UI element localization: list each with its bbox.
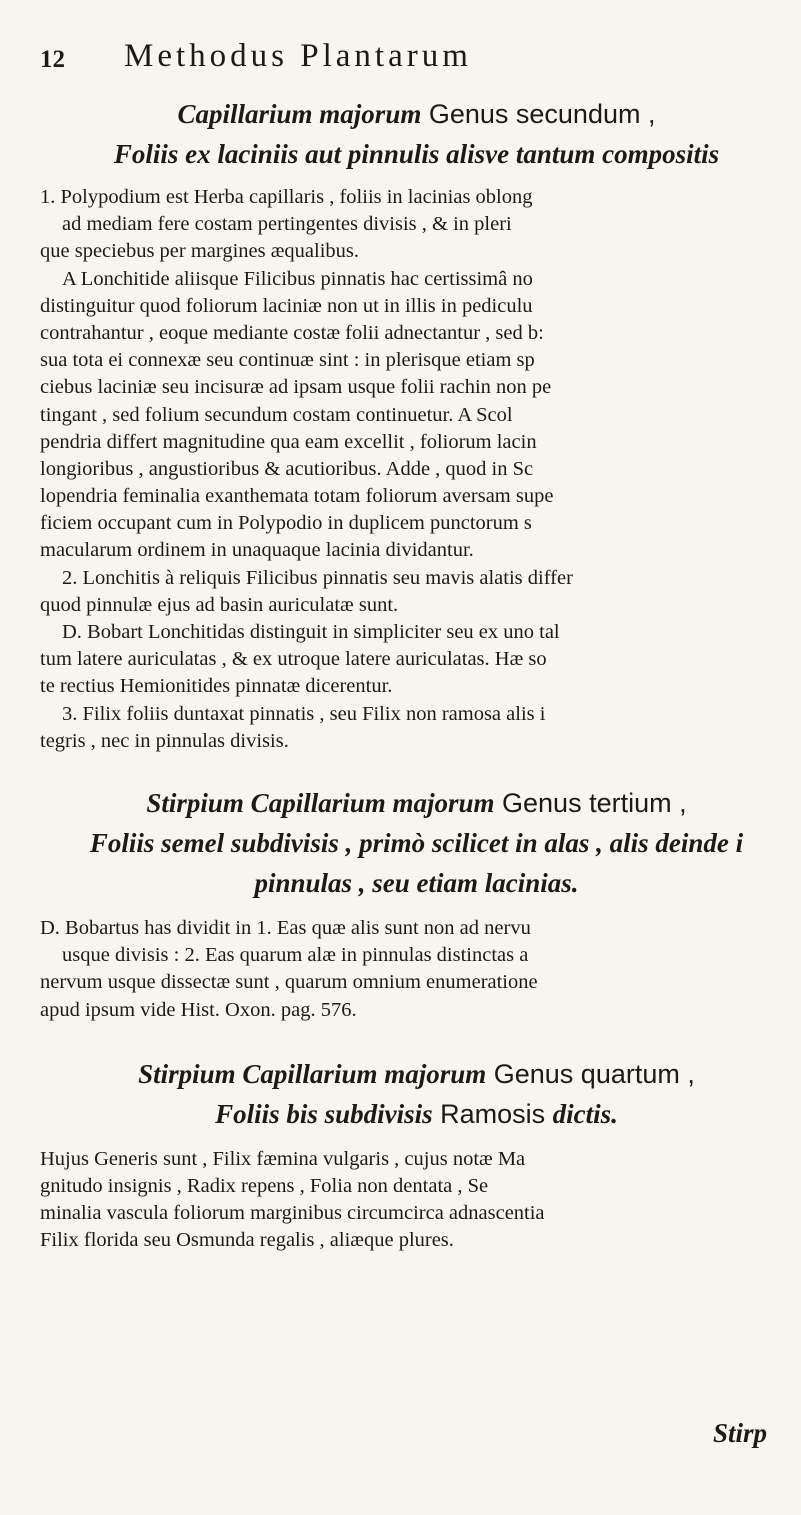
heading-italic: pinnulas , seu etiam lacinias. [254,867,579,898]
paragraph-genus-tertium [40,915,793,1024]
section-subheading-genus-quartum [40,1094,793,1134]
text-line: apud ipsum vide Hist. Oxon. pag. 576. [40,998,357,1021]
text-line: 3. Filix foliis duntaxat pinnatis , seu Filix non ramosa alis i [62,702,546,725]
text-line: tegris , nec in pinnulas divisis. [40,729,289,752]
heading-italic: dictis. [552,1098,618,1129]
text-line: te rectius Hemionitides pinnatæ dicerentur. [40,675,393,698]
heading-roman: Genus quartum , [486,1058,695,1089]
text-line: D. Bobartus has dividit in 1. Eas quæ alis sunt non ad nervu [40,916,531,939]
heading-italic: Foliis semel subdivisis , primò scilicet in alas , alis deinde i [89,827,744,858]
section-heading-genus-quartum [40,1054,793,1094]
text-line: usque divisis : 2. Eas quarum alæ in pinnulas distinctas a [62,944,529,967]
text-line: A Lonchitide aliisque Filicibus pinnatis hac certissimâ no [62,267,533,290]
section-heading-genus-tertium [40,783,793,823]
heading-roman: Genus secundum , [421,99,656,129]
page-number: 12 [40,46,65,73]
section-subheading-genus-secundum [40,134,793,174]
text-line: D. Bobart Lonchitidas distinguit in simpliciter seu ex uno tal [62,621,560,643]
text-line: distinguitur quod foliorum laciniæ non ut in illis in pediculu [40,294,533,317]
text-line: tingant , sed folium secundum costam continuetur. A Scol [40,403,513,426]
text-line: ciebus laciniæ seu incisuræ ad ipsam usque folii rachin non pe [40,376,552,399]
text-line: lopendria feminalia exanthemata totam foliorum aversam supe [40,485,554,508]
section-subheading-genus-tertium-2 [40,863,793,903]
section-heading-genus-secundum [40,94,793,134]
text-line: tum latere auriculatas , & ex utroque latere auriculatas. Hæ so [40,648,547,671]
text-line: quod pinnulæ ejus ad basin auriculatæ sunt. [40,593,399,616]
text-line: Filix florida seu Osmunda regalis , aliæque plures. [40,1229,454,1252]
text-line: sua tota ei connexæ seu continuæ sint : in plerisque etiam sp [40,349,535,372]
text-line: minalia vascula foliorum marginibus circumcirca adnascentia [40,1202,545,1225]
text-line: 2. Lonchitis à reliquis Filicibus pinnatis seu mavis alatis differ [62,566,573,589]
text-line: ficiem occupant cum in Polypodio in duplicem punctorum s [40,512,532,535]
catchword: Stirp [712,1418,767,1448]
text-line: longioribus , angustioribus & acutioribus. Adde , quod in Sc [40,457,534,480]
text-line: ad mediam fere costam pertingentes divisis , & in pleri [62,213,512,236]
text-line: gnitudo insignis , Radix repens , Folia non dentata , Se [40,1174,489,1197]
heading-italic: Capillarium majorum [177,99,422,129]
paragraph-genus-quartum [40,1146,793,1255]
running-title: Methodus Plantarum [124,38,472,74]
heading-roman: Ramosis [432,1098,553,1129]
text-line: macularum ordinem in unaquaque lacinia dividantur. [40,539,474,562]
section-subheading-genus-tertium [40,823,793,863]
heading-roman: Genus tertium , [494,787,687,818]
heading-italic: Foliis bis subdivisis [215,1098,433,1129]
text-line: contrahantur , eoque mediante costæ folii adnectantur , sed b: [40,321,544,344]
text-line: pendria differt magnitudine qua eam excellit , foliorum lacin [40,430,537,453]
paragraph-genus-secundum [40,184,793,755]
heading-italic: Stirpium Capillarium majorum [146,787,495,818]
text-line: nervum usque dissectæ sunt , quarum omnium enumeratione [40,971,538,994]
text-line: que speciebus per margines æqualibus. [40,240,360,263]
text-line: Hujus Generis sunt , Filix fæmina vulgaris , cujus notæ Ma [40,1147,526,1170]
heading-italic: Foliis ex laciniis aut pinnulis alisve tantum compositis [113,139,720,169]
text-line: 1. Polypodium est Herba capillaris , foliis in lacinias oblong [40,186,533,208]
heading-italic: Stirpium Capillarium majorum [138,1058,487,1089]
running-head [40,28,793,84]
